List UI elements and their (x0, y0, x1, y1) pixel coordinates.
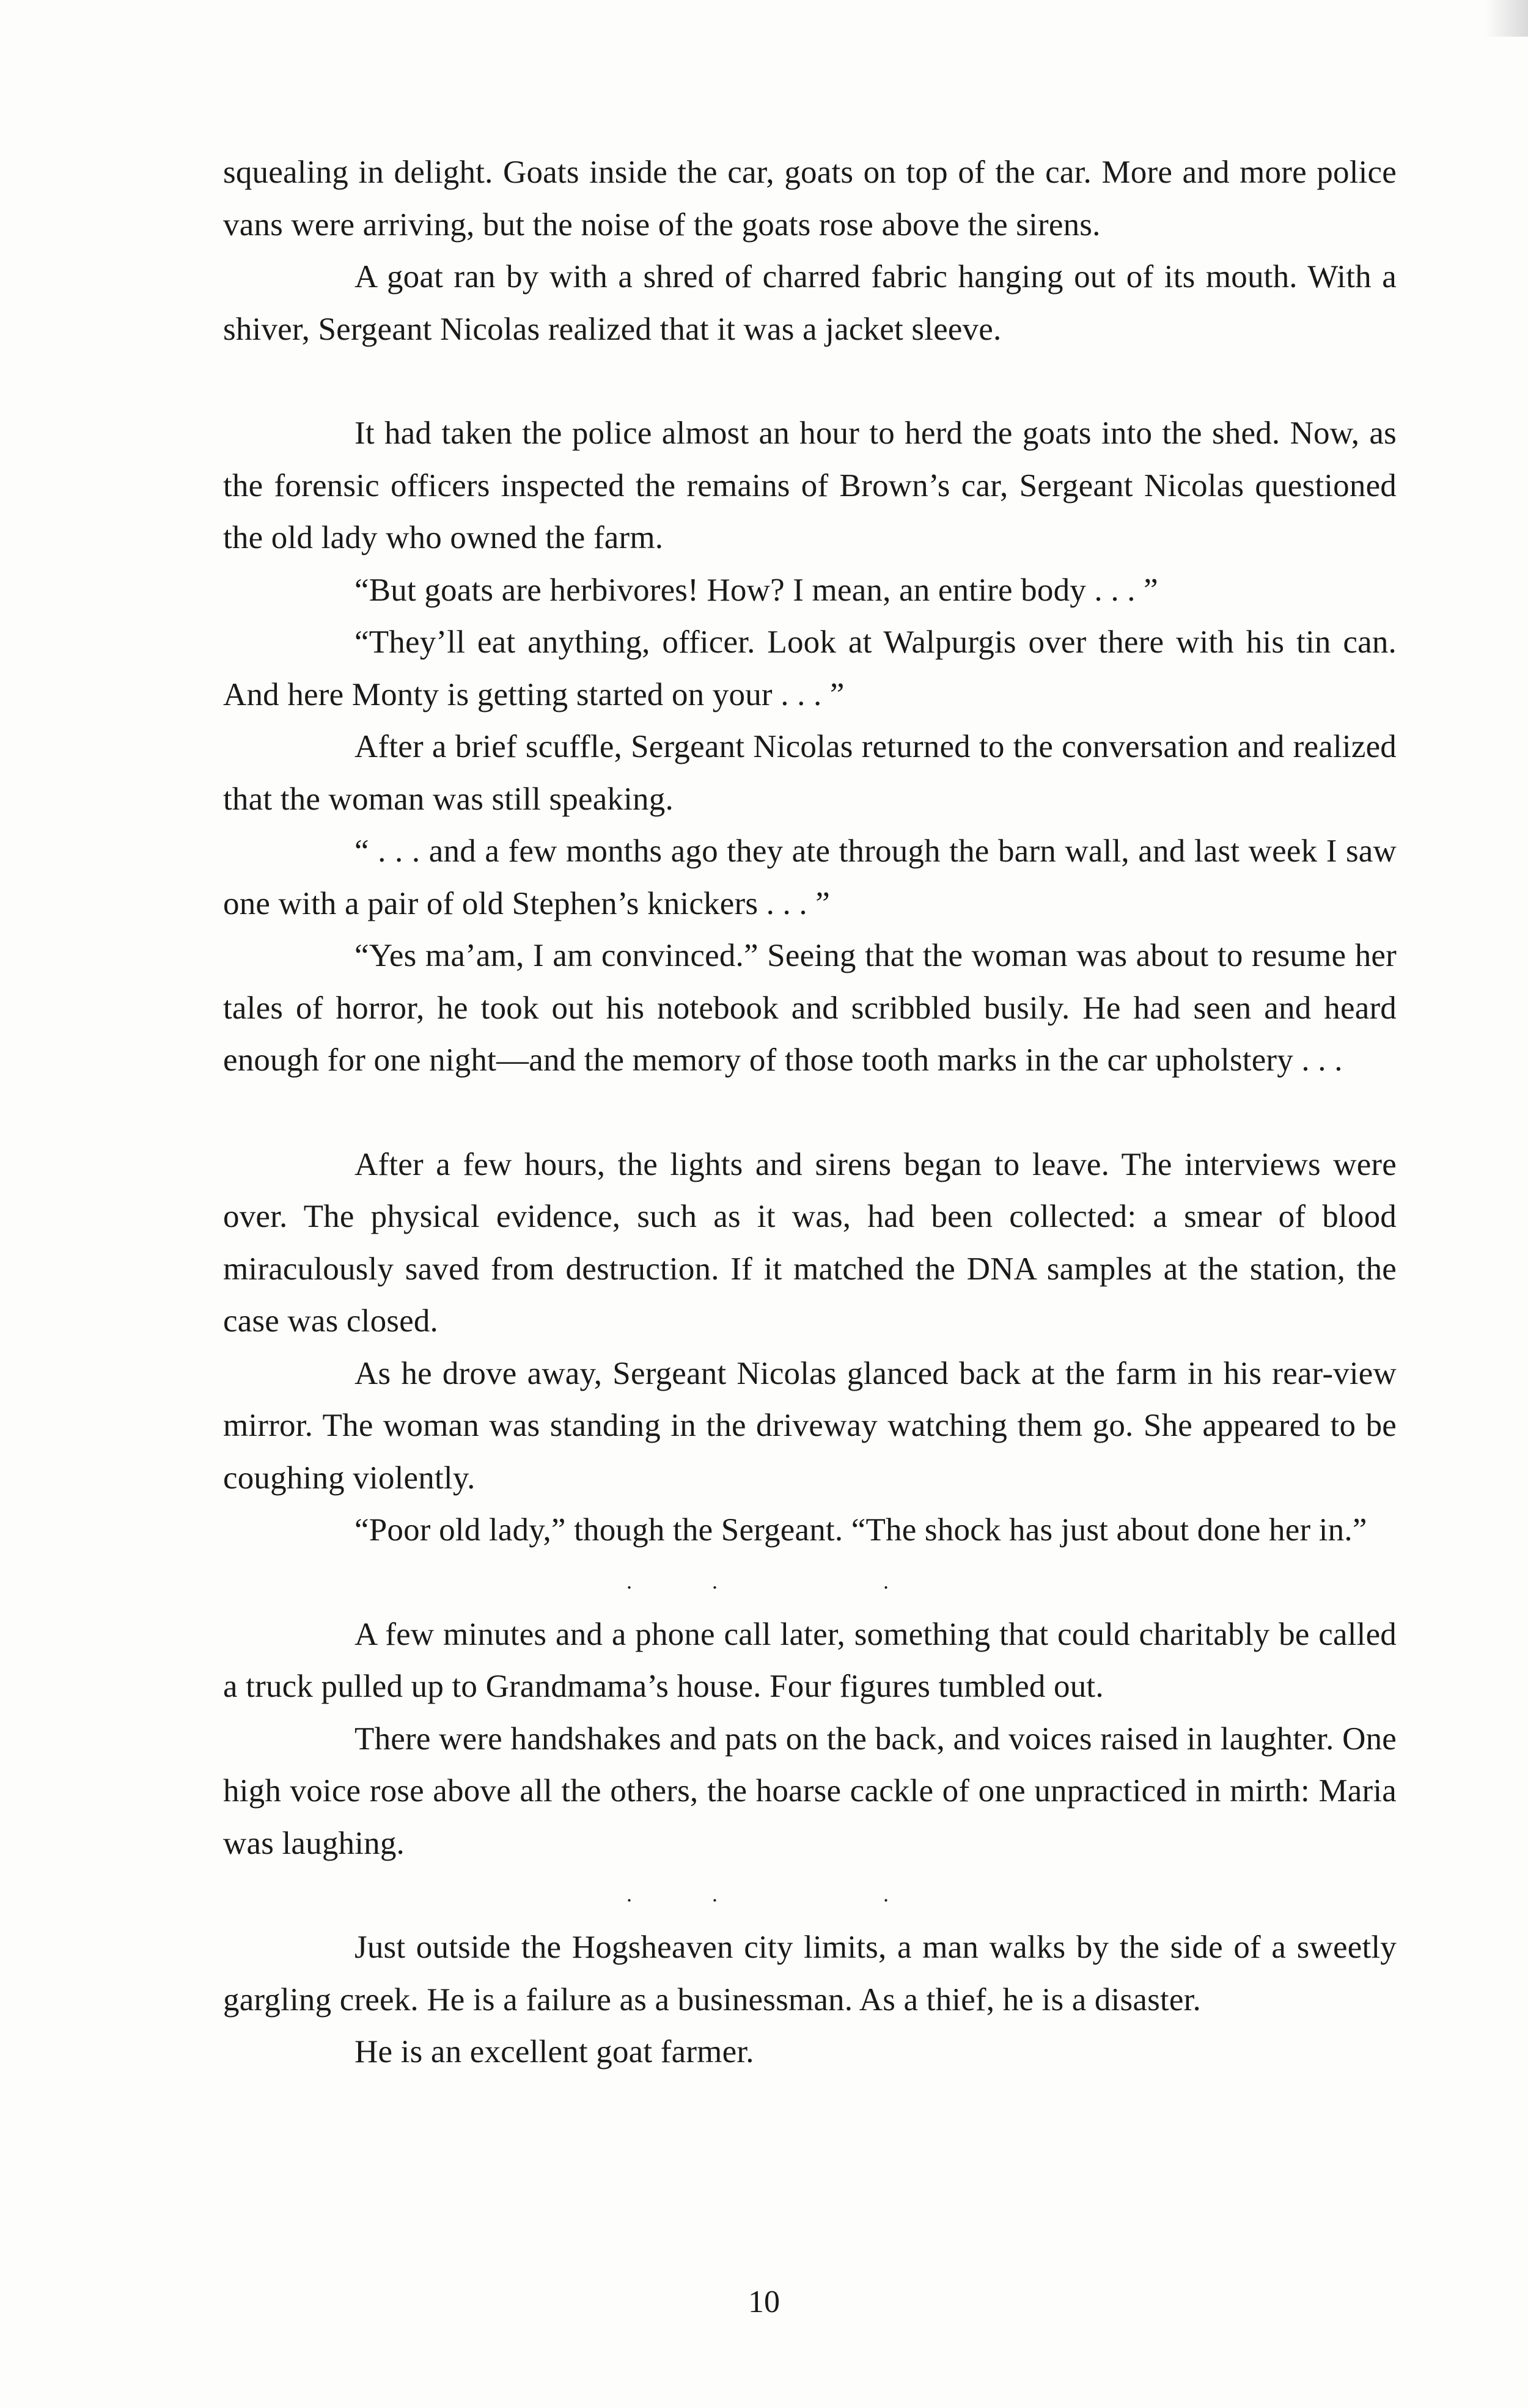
paragraph-poor-old-lady: “Poor old lady,” though the Sergeant. “The shock has just about done her in.” (354, 1512, 1367, 1548)
separator-dot: . (883, 1568, 889, 1594)
paragraph-scuffle: After a brief scuffle, Sergeant Nicolas returned to the conversation and realized that the woman was still speaking. (223, 729, 1397, 817)
section-gap (223, 1087, 1397, 1139)
page-number: 10 (748, 2285, 780, 2319)
paragraph-drove-away: As he drove away, Sergeant Nicolas glanced back at the farm in his rear-view mirror. The woman was standing in the driveway watching them go. She appeared to be coughing violently. (223, 1355, 1397, 1496)
paragraph-lights-leave: After a few hours, the lights and sirens began to leave. The interviews were over. The physical evidence, such as it was, had been collected: a smear of blood miraculously saved from destruction. If it matched the DNA samples at the station, the case was closed. (223, 1146, 1397, 1339)
paragraph-goat-sleeve: A goat ran by with a shred of charred fabric hanging out of its mouth. With a shiver, Sergeant Nicolas realized that it was a jacket sleeve. (223, 259, 1397, 347)
separator-dot: . (712, 1568, 718, 1594)
paragraph-truck: A few minutes and a phone call later, something that could charitably be called a truck pulled up to Grandmama’s house. Four figures tumbled out. (223, 1616, 1397, 1704)
paragraph-eat-anything: “They’ll eat anything, officer. Look at Walpurgis over there with his tin can. And here Monty is getting started on your . . . ” (223, 624, 1397, 712)
section-gap (223, 356, 1397, 408)
paragraph-creek: Just outside the Hogsheaven city limits, a man walks by the side of a sweetly gargling creek. He is a failure as a businessman. As a thief, he is a disaster. (223, 1930, 1397, 2018)
page-edge-shadow (1485, 0, 1528, 37)
section-separator (223, 1557, 1397, 1609)
paragraph-herbivores: “But goats are herbivores! How? I mean, an entire body . . . ” (354, 572, 1158, 608)
paragraph-herd-goats: It had taken the police almost an hour to herd the goats into the shed. Now, as the forensic officers inspected the remains of Brown’s car, Sergeant Nicolas questioned the old lady who owned the farm. (223, 415, 1397, 555)
separator-dot: . (712, 1882, 718, 1906)
story-text (223, 147, 1397, 2079)
paragraph-convinced: “Yes ma’am, I am convinced.” Seeing that the woman was about to resume her tales of horror, he took out his notebook and scribbled busily. He had seen and heard enough for one night—and the memory of those tooth marks in the car upholstery . . . (223, 938, 1397, 1078)
separator-dot: . (883, 1882, 889, 1906)
separator-dot: . (626, 1882, 633, 1906)
paragraph-continuation: squealing in delight. Goats inside the car, goats on top of the car. More and more police vans were arriving, but the noise of the goats rose above the sirens. (223, 155, 1397, 243)
paragraph-laughter: There were handshakes and pats on the back, and voices raised in laughter. One high voice rose above all the others, the hoarse cackle of one unpracticed in mirth: Maria was laughing. (223, 1721, 1397, 1861)
paragraph-barn-wall: “ . . . and a few months ago they ate through the barn wall, and last week I saw one with a pair of old Stephen’s knickers . . . ” (223, 833, 1397, 921)
paragraph-goat-farmer: He is an excellent goat farmer. (354, 2034, 754, 2069)
separator-dot: . (626, 1568, 633, 1594)
section-separator (223, 1870, 1397, 1922)
